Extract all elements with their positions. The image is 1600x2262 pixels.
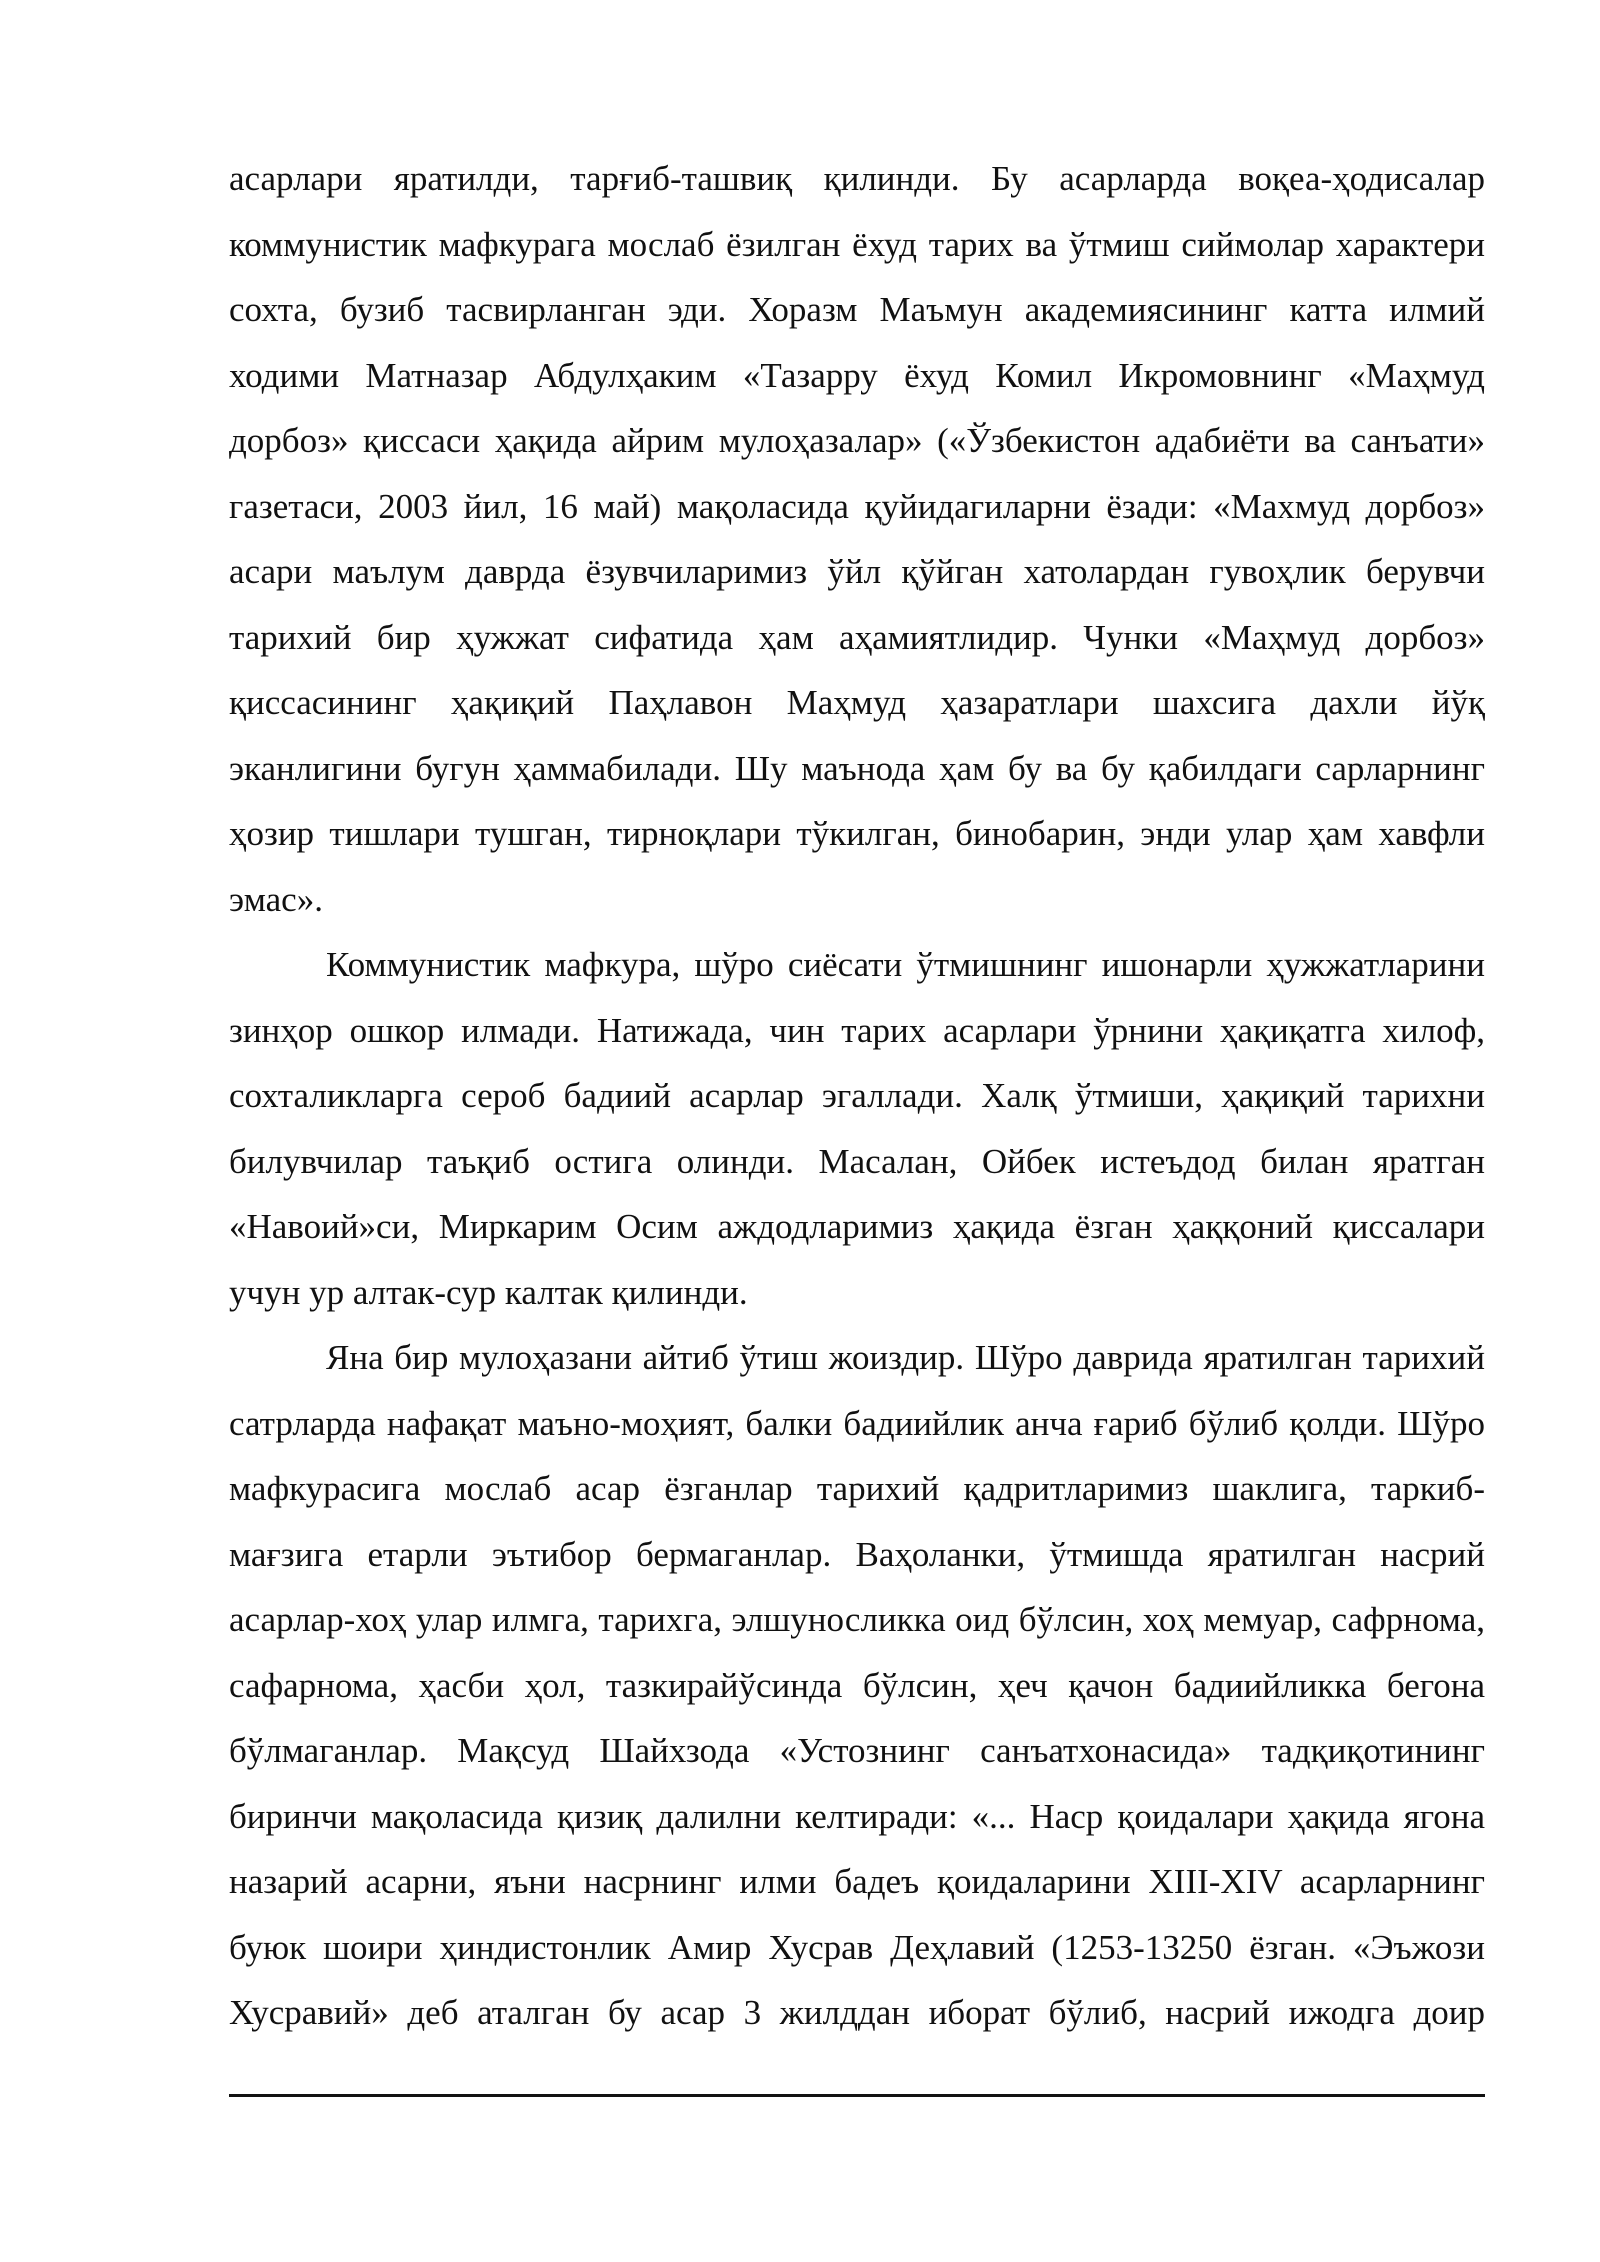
paragraph-2: Коммунистик мафкура, шўро сиёсати ўтмишнинг ишонарли ҳужжатларини зинҳор ошкор илмади. Натижада, чин тарих асарлари ўрнини ҳақиқатга хилоф, сохталикларга сероб бадиий асарлар эгаллади. Халқ ўтмиши, ҳақиқий тарихни билувчилар таъқиб остига олинди. Масалан, Ойбек истеъдод билан яратган «Навоий»си, Миркарим Осим аждодларимиз ҳақида ёзган ҳаққоний қиссалари учун ур алтак-сур калтак қилинди. — [229, 945, 1485, 1312]
footnote-separator-line — [229, 2094, 1485, 2097]
body-text — [229, 146, 1485, 2046]
paragraph-1: асарлари яратилди, тарғиб-ташвиқ қилинди. Бу асарларда воқеа-ҳодисалар коммунистик мафкурага мослаб ёзилган ёхуд тарих ва ўтмиш сиймолар характери сохта, бузиб тасвирланган эди. Хоразм Маъмун академиясининг катта илмий ходими Матназар Абдулҳаким «Тазарру ёхуд Комил Икромовнинг «Маҳмуд дорбоз» қиссаси ҳақида айрим мулоҳазалар» («Ўзбекистон адабиёти ва санъати» газетаси, 2003 йил, 16 май) мақоласида қуйидагиларни ёзади: «Махмуд дорбоз» асари маълум даврда ёзувчиларимиз ўйл қўйган хатолардан гувоҳлик берувчи тарихий бир ҳужжат сифатида ҳам аҳамиятлидир. Чунки «Маҳмуд дорбоз» қиссасининг ҳақиқий Паҳлавон Маҳмуд ҳазаратлари шахсига дахли йўқ эканлигини бугун ҳаммабилади. Шу маънода ҳам бу ва бу қабилдаги сарларнинг ҳозир тишлари тушган, тирноқлари тўкилган, бинобарин, энди улар ҳам хавфли эмас». — [229, 159, 1485, 919]
paragraph-3: Яна бир мулоҳазани айтиб ўтиш жоиздир. Шўро даврида яратилган тарихий сатрларда нафақат маъно-моҳият, балки бадиийлик анча ғариб бўлиб қолди. Шўро мафкурасига мослаб асар ёзганлар тарихий қадритларимиз шаклига, таркиб-мағзига етарли эътибор бермаганлар. Ваҳоланки, ўтмишда яратилган насрий асарлар-хоҳ улар илмга, тарихга, элшуносликка оид бўлсин, хоҳ мемуар, сафрнома, сафарнома, ҳасби ҳол, тазкирайўсинда бўлсин, ҳеч қачон бадиийликка бегона бўлмаганлар. Мақсуд Шайхзода «Устознинг санъатхонасида» тадқиқотининг биринчи мақоласида қизиқ далилни келтиради: «... Наср қоидалари ҳақида ягона назарий асарни, яъни насрнинг илми бадеъ қоидаларини XIII-XIV асарларнинг буюк шоири ҳиндистонлик Амир Хусрав Деҳлавий (1253-13250 ёзган. «Эъжози Хусравий» деб аталган бу асар 3 жилддан иборат бўлиб, насрий ижодга доир — [229, 1338, 1485, 2032]
